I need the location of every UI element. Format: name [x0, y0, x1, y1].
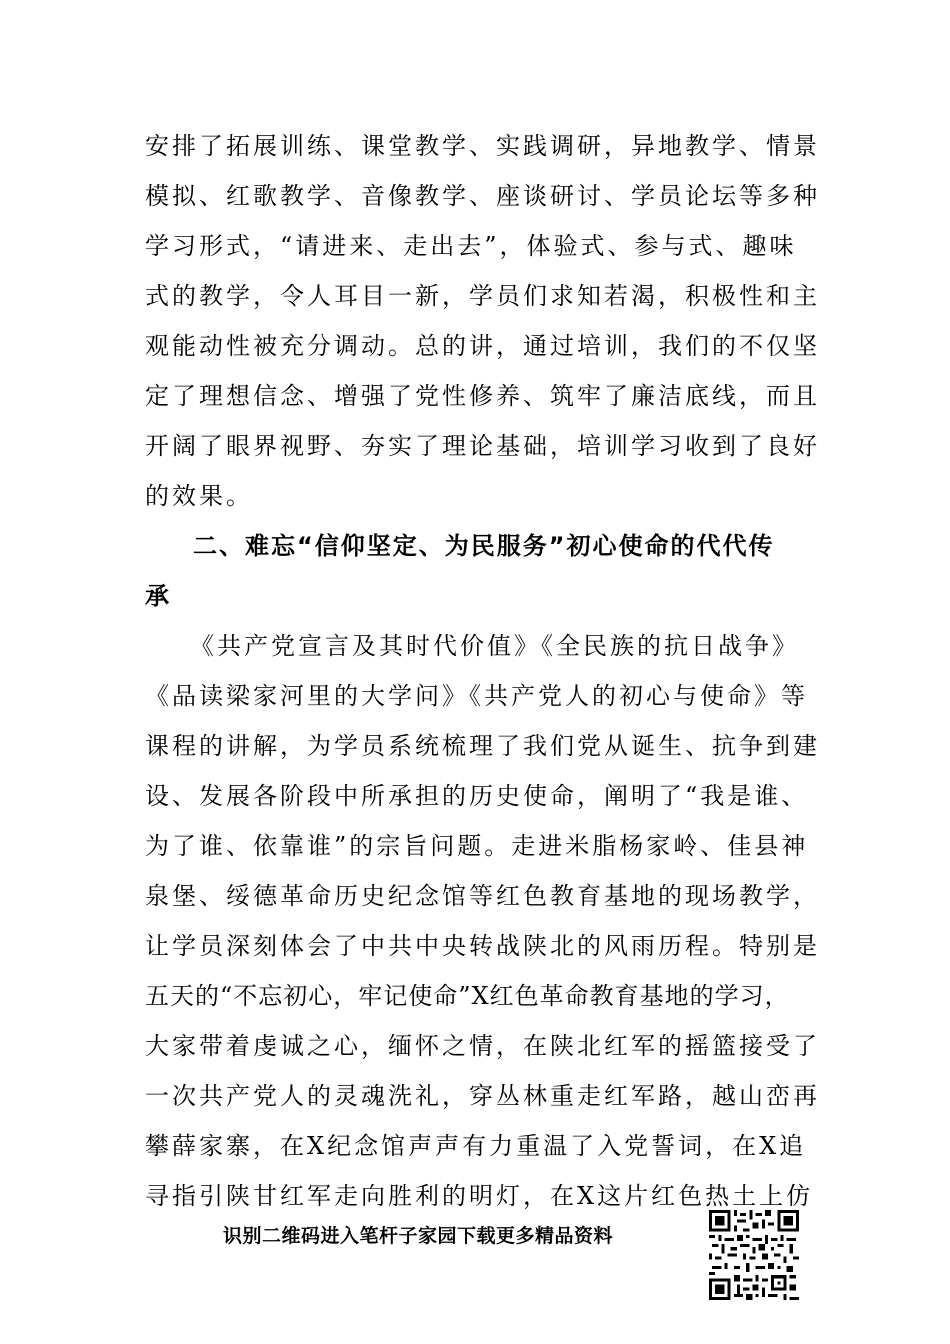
footer-promo-text: 识别二维码进入笔杆子家园下载更多精品资料 — [223, 1225, 614, 1247]
body-text-line: 寻指引陕甘红军走向胜利的明灯，在X这片红色热土上仿 — [145, 1182, 814, 1210]
body-text-line: 式的教学，令人耳目一新，学员们求知若渴，积极性和主 — [145, 282, 820, 310]
body-text-line: 定了理想信念、增强了党性修养、筑牢了廉洁底线，而且 — [145, 382, 820, 410]
body-text-line: 设、发展各阶段中所承担的历史使命，阐明了“我是谁、 — [145, 782, 809, 810]
body-text-line: 开阔了眼界视野、夯实了理论基础，培训学习收到了良好 — [145, 432, 820, 460]
body-text-line: 安排了拓展训练、课堂教学、实践调研，异地教学、情景 — [145, 132, 820, 160]
body-text-line: 《共产党宣言及其时代价值》《全民族的抗日战争》 — [190, 632, 799, 660]
section-heading-continued: 承 — [145, 582, 171, 610]
body-text-line: 五天的“不忘初心，牢记使命”X红色革命教育基地的学习， — [145, 982, 790, 1010]
body-text-line: 攀薛家寨，在X纪念馆声声有力重温了入党誓词，在X追 — [145, 1132, 807, 1160]
qr-code-icon[interactable] — [709, 1210, 799, 1300]
body-text-line: 泉堡、绥德革命历史纪念馆等红色教育基地的现场教学， — [145, 882, 820, 910]
body-text-line: 让学员深刻体会了中共中央转战陕北的风雨历程。特别是 — [145, 932, 820, 960]
body-text-line: 学习形式，“请进来、走出去”，体验式、参与式、趣味 — [145, 232, 797, 260]
body-text-line: 大家带着虔诚之心，缅怀之情，在陕北红军的摇篮接受了 — [145, 1032, 820, 1060]
section-heading: 二、难忘“信仰坚定、为民服务”初心使命的代代传 — [193, 532, 775, 560]
body-text-line: 一次共产党人的灵魂洗礼，穿丛林重走红军路，越山峦再 — [145, 1082, 820, 1110]
body-text-line: 模拟、红歌教学、音像教学、座谈研讨、学员论坛等多种 — [145, 182, 820, 210]
body-text-line: 为了谁、依靠谁”的宗旨问题。走进米脂杨家岭、佳县神 — [145, 832, 809, 860]
body-text-line: 课程的讲解，为学员系统梳理了我们党从诞生、抗争到建 — [145, 732, 820, 760]
body-text-line: 《品读梁家河里的大学问》《共产党人的初心与使命》等 — [145, 682, 808, 710]
body-text-line: 的效果。 — [145, 482, 253, 510]
body-text-line: 观能动性被充分调动。总的讲，通过培训，我们的不仅坚 — [145, 332, 820, 360]
